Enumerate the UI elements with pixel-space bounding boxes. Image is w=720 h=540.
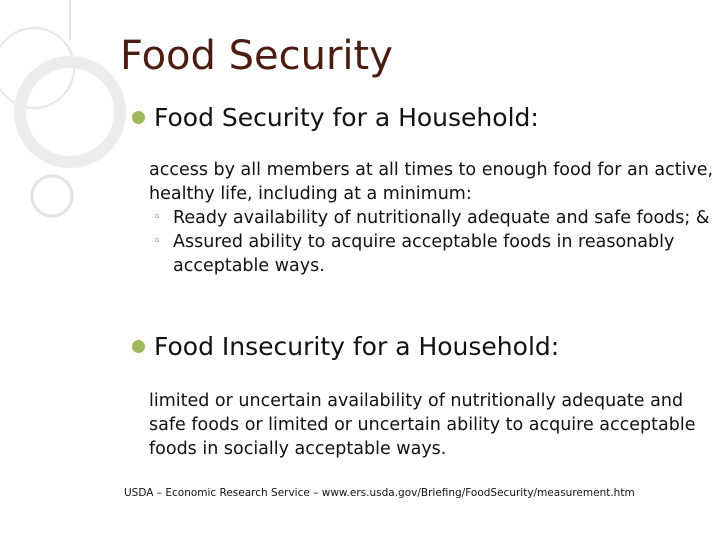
criteria-item-text: Ready availability of nutritionally adequate and safe foods; & [173, 208, 710, 228]
slide-title: Food Security [120, 33, 393, 79]
decorative-ring-thick [20, 62, 120, 162]
criteria-item-text: Assured ability to acquire acceptable foods in reasonably acceptable ways. [173, 232, 675, 276]
food-security-intro: access by all members at all times to enough food for an active, healthy life, including at a minimum: [149, 160, 714, 204]
bullet-food-security [132, 103, 539, 132]
food-security-definition [149, 158, 714, 278]
decorative-ring-small [32, 176, 72, 216]
sub-bullet-icon: ◦ [153, 234, 161, 249]
criteria-item [149, 230, 714, 278]
food-insecurity-definition: limited or uncertain availability of nutritionally adequate and safe foods or limited or uncertain ability to acquire acceptable foods in socially acceptable ways. [149, 391, 696, 459]
food-insecurity-heading: Food Insecurity for a Household: [154, 332, 560, 361]
bullet-dot-icon [132, 111, 145, 124]
source-citation: USDA – Economic Research Service – www.ers.usda.gov/Briefing/FoodSecurity/measurement.htm [124, 487, 635, 499]
bullet-food-insecurity [132, 332, 559, 361]
sub-bullet-icon: ◦ [153, 210, 161, 225]
food-security-heading: Food Security for a Household: [154, 103, 539, 132]
food-security-criteria-list [149, 206, 714, 278]
criteria-item [149, 206, 714, 230]
decorative-circles [0, 0, 140, 260]
bullet-dot-icon [132, 340, 145, 353]
